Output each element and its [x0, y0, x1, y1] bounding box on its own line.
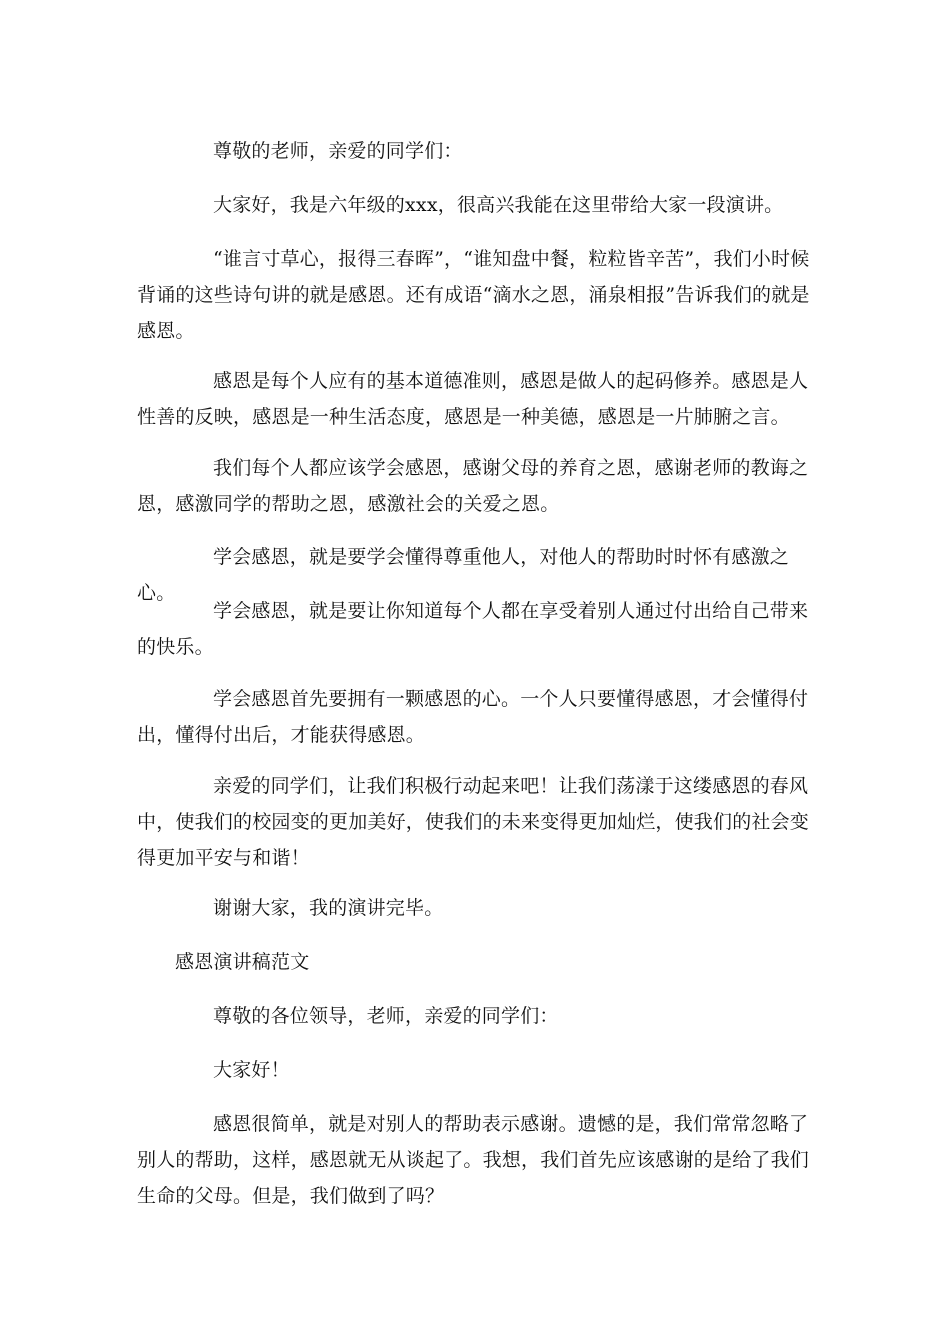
grateful-heart-paragraph: 学会感恩首先要拥有一颗感恩的心。一个人只要懂得感恩，才会懂得付出，懂得付出后，才能获得感恩。 [137, 688, 809, 746]
closing-paragraph: 谢谢大家，我的演讲完毕。 [213, 897, 444, 919]
gratitude-simple-paragraph: 感恩很简单，就是对别人的帮助表示感谢。遗憾的是，我们常常忽略了别人的帮助，这样，感恩就无从谈起了。我想，我们首先应该感谢的是给了我们生命的父母。但是，我们做到了吗？ [137, 1113, 810, 1207]
hello-paragraph: 大家好！ [213, 1059, 290, 1081]
gratitude-definition-paragraph: 感恩是每个人应有的基本道德准则，感恩是做人的起码修养。感恩是人性善的反映，感恩是一种生活态度，感恩是一种美德，感恩是一片肺腑之言。 [137, 370, 809, 428]
greeting-paragraph-2: 尊敬的各位领导，老师，亲爱的同学们： [213, 1005, 559, 1027]
intro-paragraph: 大家好，我是六年级的xxx，很高兴我能在这里带给大家一段演讲。 [213, 194, 784, 216]
section-title: 感恩演讲稿范文 [175, 951, 310, 973]
learn-gratitude-paragraph: 我们每个人都应该学会感恩，感谢父母的养育之恩，感谢老师的教诲之恩，感激同学的帮助之恩，感激社会的关爱之恩。 [137, 457, 809, 515]
poem-paragraph: “谁言寸草心，报得三春晖”，“谁知盘中餐，粒粒皆辛苦”，我们小时候背诵的这些诗句讲的就是感恩。还有成语“滴水之恩，涌泉相报”告诉我们的就是感恩。 [137, 248, 810, 342]
greeting-paragraph: 尊敬的老师，亲爱的同学们： [213, 140, 463, 162]
enjoy-paragraph: 学会感恩，就是要让你知道每个人都在享受着别人通过付出给自己带来的快乐。 [137, 600, 809, 658]
respect-paragraph: 学会感恩，就是要学会懂得尊重他人，对他人的帮助时时怀有感激之心。 [137, 546, 790, 604]
call-to-action-paragraph: 亲爱的同学们，让我们积极行动起来吧！让我们荡漾于这缕感恩的春风中，使我们的校园变的更加美好，使我们的未来变得更加灿烂，使我们的社会变得更加平安与和谐！ [137, 775, 810, 869]
